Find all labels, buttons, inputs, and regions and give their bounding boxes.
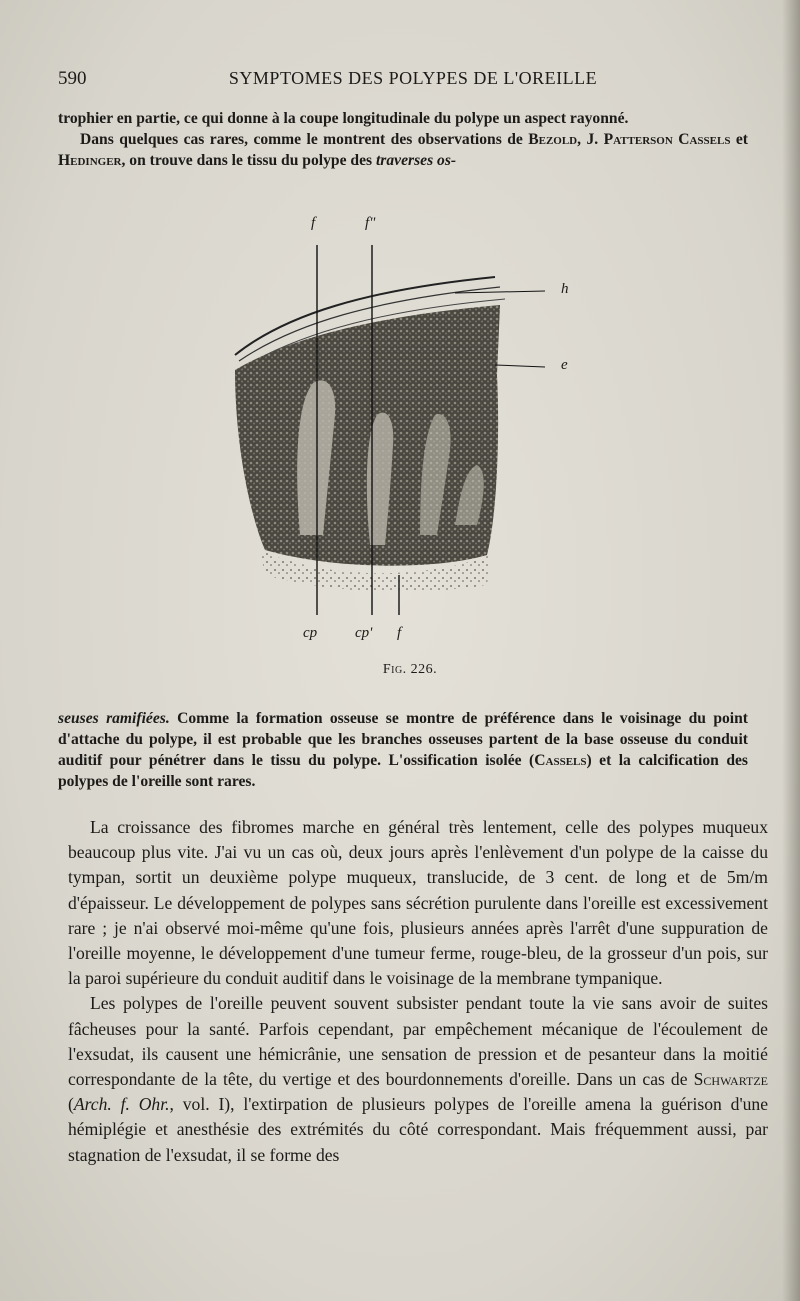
label-h: h [561, 281, 569, 297]
author-bezold: Bezold [528, 131, 578, 148]
figure-226 [225, 215, 585, 655]
label-f2-top: f" [365, 215, 376, 231]
page-header [58, 68, 748, 94]
label-f-bottom: f [397, 625, 402, 641]
label-e: e [561, 357, 568, 373]
page-edge-shadow [782, 0, 800, 1301]
text-run: et [730, 131, 749, 148]
label-cp: cp [303, 625, 318, 641]
author-patterson-cassels: Patterson Cassels [603, 131, 731, 148]
text-run: Comme la formation osseuse se montre de préférence dans le voisinage du point d'attache du polype, il est probable que les branches osseuses partent de la base osseuse du conduit auditif pour pénétrer dans le tissu du polype. L'ossification isolée ( [58, 710, 748, 769]
paragraph-consequences [68, 991, 768, 1167]
italic-term: seuses ramifiées. [58, 710, 170, 727]
page-number: 590 [58, 68, 87, 89]
author-hedinger: Hedinger [58, 152, 122, 169]
label-cp-prime: cp' [355, 625, 373, 641]
bottom-small-text-block [58, 708, 748, 792]
paragraph-continuation: trophier en partie, ce qui donne à la coupe longitudinale du polype un aspect rayonné. [58, 110, 629, 127]
text-run: Les polypes de l'oreille peuvent souvent subsister pendant toute la vie sans avoir de suites fâcheuses pour la santé. Parfois cependant, par empêchement mécanique de l'écoulement de l'exsudat, ils causent une hémicrânie, une sensation de pression et de pesanteur dans la moitié correspondante de la tête, du vertige et des bourdonnements d'oreille. Dans un cas de [68, 993, 768, 1090]
author-schwartze: Schwartze [693, 1069, 768, 1090]
text-run: , on trouve dans le tissu du polype des [121, 152, 376, 169]
main-text-block [68, 815, 768, 1168]
author-cassels: Cassels [534, 752, 587, 769]
running-title: SYMPTOMES DES POLYPES DE L'OREILLE [228, 68, 598, 88]
italic-term: traverses os- [375, 152, 457, 169]
paragraph-osseous-traverses [58, 129, 748, 171]
text-run: Dans quelques cas rares, comme le montrent des observations de [80, 131, 529, 148]
journal-reference: Arch. f. Ohr. [73, 1094, 170, 1115]
paragraph-ramified [58, 708, 748, 792]
top-text-block [58, 108, 748, 171]
text-run: , vol. I), l'extirpation de plusieurs polypes de l'oreille amena la guérison d'une hémiplégie et anesthésie des extrémités du côté correspondant. Mais fréquemment aussi, par stagnation de l'exsudat, il se forme des [68, 1094, 769, 1165]
text-run: , J. [577, 131, 604, 148]
text-run: ( [68, 1094, 74, 1115]
paragraph-growth: La croissance des fibromes marche en général très lentement, celle des polypes muqueux beaucoup plus vite. J'ai vu un cas où, deux jours après l'enlèvement d'un polype de la caisse du tympan, sortit un deuxième polype muqueux, translucide, de 3 cent. de long et de 5m/m d'épaisseur. Le développement de polypes sans sécrétion purulente dans l'oreille est excessivement rare ; je n'ai observé moi-même qu'une fois, plusieurs années après l'arrêt d'une suppuration de l'oreille moyenne, le développement d'une tumeur ferme, rouge-bleu, de la grosseur d'un pois, sur la paroi supérieure du conduit auditif dans le voisinage de la membrane tympanique. [68, 817, 768, 989]
figure-caption: Fig. 226. [382, 662, 438, 677]
polyp-section-illustration [225, 215, 585, 655]
label-f-top: f [311, 215, 316, 231]
text-run: ) et la calcification des polypes de l'oreille sont rares. [58, 752, 748, 790]
